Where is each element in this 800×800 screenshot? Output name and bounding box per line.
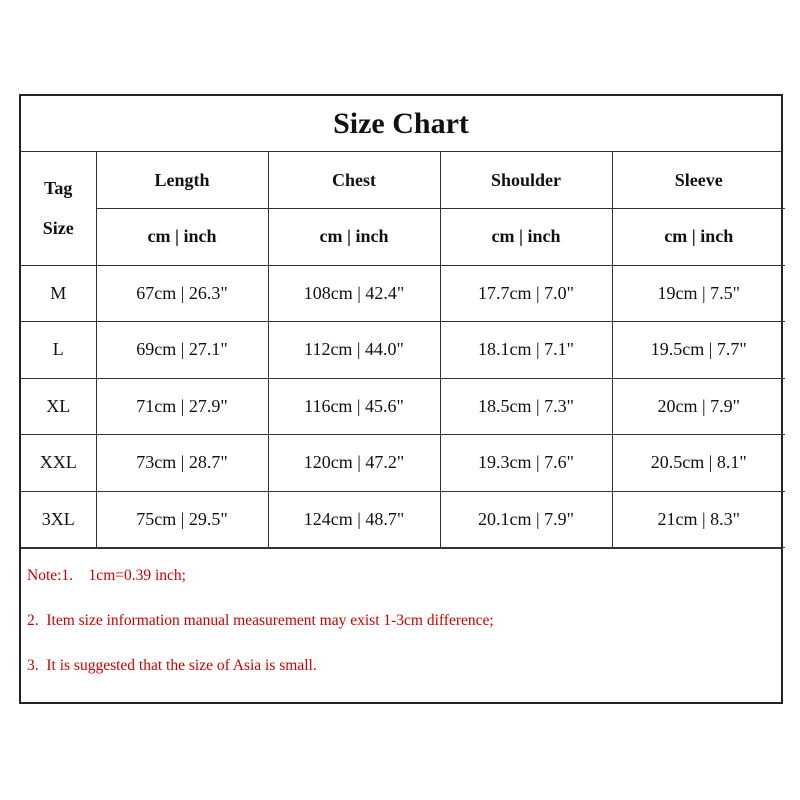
shoulder-cell: 19.3cm | 7.6": [440, 435, 612, 492]
notes-section: [21, 548, 781, 702]
table-row: [21, 322, 785, 379]
unit-chest: cm | inch: [268, 209, 440, 266]
table-row: [21, 491, 785, 548]
shoulder-cell: 17.7cm | 7.0": [440, 265, 612, 322]
tag-size-header: [21, 152, 96, 265]
table-row: [21, 378, 785, 435]
size-chart: [19, 94, 783, 704]
header-row: [21, 152, 785, 209]
length-cell: 75cm | 29.5": [96, 491, 268, 548]
chest-cell: 120cm | 47.2": [268, 435, 440, 492]
sleeve-cell: 19cm | 7.5": [612, 265, 785, 322]
shoulder-cell: 20.1cm | 7.9": [440, 491, 612, 548]
size-cell: 3XL: [21, 491, 96, 548]
column-header-sleeve: Sleeve: [612, 152, 785, 209]
column-header-chest: Chest: [268, 152, 440, 209]
shoulder-cell: 18.5cm | 7.3": [440, 378, 612, 435]
note-line: 2. Item size information manual measurement may exist 1-3cm difference;: [27, 612, 494, 629]
size-cell: M: [21, 265, 96, 322]
chest-cell: 124cm | 48.7": [268, 491, 440, 548]
column-header-shoulder: Shoulder: [440, 152, 612, 209]
tag-label: Tag: [44, 178, 73, 199]
chest-cell: 116cm | 45.6": [268, 378, 440, 435]
sleeve-cell: 19.5cm | 7.7": [612, 322, 785, 379]
sleeve-cell: 20cm | 7.9": [612, 378, 785, 435]
size-cell: L: [21, 322, 96, 379]
size-cell: XL: [21, 378, 96, 435]
unit-row: [21, 209, 785, 266]
table-row: [21, 435, 785, 492]
length-cell: 69cm | 27.1": [96, 322, 268, 379]
unit-length: cm | inch: [96, 209, 268, 266]
chest-cell: 112cm | 44.0": [268, 322, 440, 379]
length-cell: 73cm | 28.7": [96, 435, 268, 492]
unit-sleeve: cm | inch: [612, 209, 785, 266]
size-label: Size: [42, 218, 74, 239]
length-cell: 71cm | 27.9": [96, 378, 268, 435]
unit-shoulder: cm | inch: [440, 209, 612, 266]
size-table: [21, 152, 785, 548]
chest-cell: 108cm | 42.4": [268, 265, 440, 322]
note-line: 3. It is suggested that the size of Asia is small.: [27, 657, 317, 674]
note-line: Note:1. 1cm=0.39 inch;: [27, 567, 186, 584]
sleeve-cell: 20.5cm | 8.1": [612, 435, 785, 492]
sleeve-cell: 21cm | 8.3": [612, 491, 785, 548]
column-header-length: Length: [96, 152, 268, 209]
length-cell: 67cm | 26.3": [96, 265, 268, 322]
chart-title: Size Chart: [21, 96, 781, 152]
table-row: [21, 265, 785, 322]
size-cell: XXL: [21, 435, 96, 492]
shoulder-cell: 18.1cm | 7.1": [440, 322, 612, 379]
